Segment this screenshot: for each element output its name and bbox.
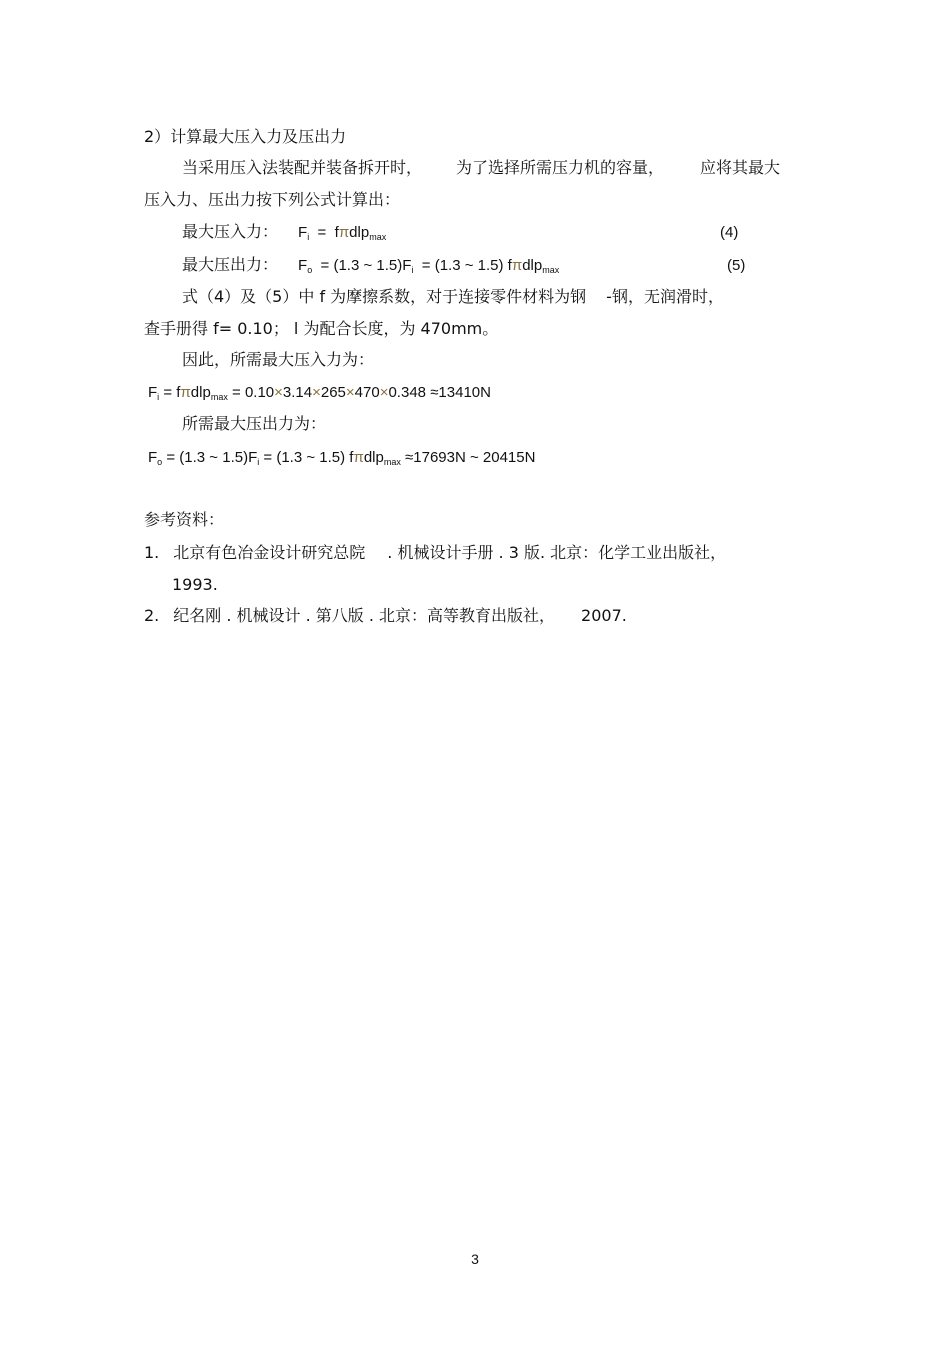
- paragraph-text: 为了选择所需压力机的容量，: [456, 158, 665, 177]
- section-heading: 2）计算最大压入力及压出力: [144, 127, 347, 146]
- reference-number: 2.: [144, 606, 160, 625]
- paragraph-text: -钢，无润滑时，: [606, 287, 724, 306]
- formula-expression: $F_i = f\pi dlp_{max}$: [298, 224, 387, 242]
- formula-label: 最大压出力：: [182, 255, 279, 274]
- formula-label: 最大压入力：: [182, 222, 279, 241]
- paragraph-line: [182, 158, 780, 178]
- equation-number: (5): [727, 257, 746, 274]
- formula-4: [182, 222, 386, 247]
- calc-press-in: $F_i = f\pi dlp_{max} = 0.10\times 3.14\times 265\times 470\times 0.348 \approx 13410N$: [148, 384, 491, 402]
- paragraph-text: 当采用压入法装配并装备拆开时，: [182, 158, 423, 177]
- equation-number: (4): [720, 224, 739, 241]
- reference-item: [144, 606, 627, 626]
- reference-text: . 机械设计手册 . 3 版. 北京：化学工业出版社，: [387, 543, 727, 562]
- references-heading: 参考资料：: [144, 510, 225, 529]
- paragraph-line: 查手册得 f= 0.10； l 为配合长度，为 470mm。: [144, 319, 499, 338]
- reference-item-continued: 1993.: [172, 575, 218, 594]
- reference-text: 纪名刚 . 机械设计 . 第八版 . 北京：高等教育出版社，: [173, 606, 556, 625]
- paragraph-line: 压入力、压出力按下列公式计算出：: [144, 190, 401, 209]
- calc-press-out: $F_o = (1.3$ ~ $1.5)F_i = (1.3$ ~ 1.5) fπdlp$_{max}$ ≈17693N ~ 20415N: [148, 449, 536, 467]
- reference-text: 北京有色冶金设计研究总院: [173, 543, 366, 562]
- paragraph-text: 应将其最大: [700, 158, 781, 177]
- paragraph-line: [182, 287, 724, 307]
- paragraph-line: 因此，所需最大压入力为：: [182, 350, 375, 369]
- formula-expression: $F_o = (1.3$ ~ $1.5)F_i = (1.3$ ~ 1.5) fπdlp$_{max}$: [298, 257, 560, 275]
- reference-number: 1.: [144, 543, 160, 562]
- paragraph-text: 式（4）及（5）中 f 为摩擦系数，对于连接零件材料为钢: [182, 287, 587, 306]
- formula-5: [182, 255, 559, 280]
- reference-item: [144, 543, 726, 563]
- paragraph-line: 所需最大压出力为：: [182, 414, 327, 433]
- page-number: 3: [471, 1251, 479, 1267]
- reference-text: 2007.: [581, 606, 627, 625]
